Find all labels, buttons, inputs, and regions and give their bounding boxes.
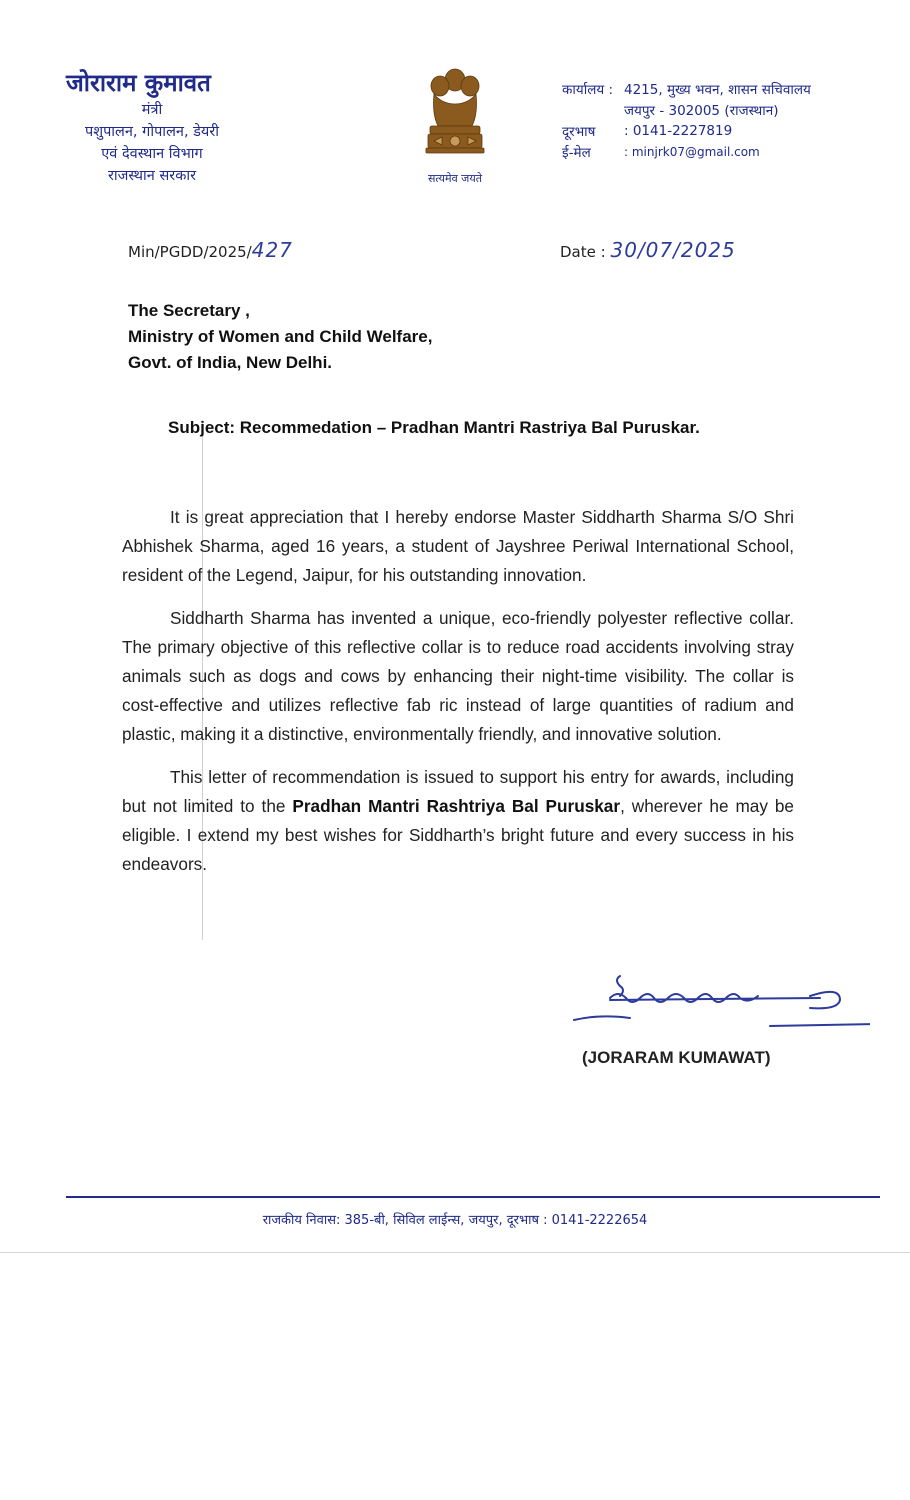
email-row bbox=[562, 141, 862, 162]
award-name: Pradhan Mantri Rashtriya Bal Puruskar bbox=[292, 796, 621, 816]
reference-number bbox=[128, 238, 293, 262]
office-contact-block bbox=[562, 78, 862, 162]
minister-name: जोराराम कुमावत bbox=[66, 68, 211, 97]
office-label: कार्यालय : bbox=[562, 81, 614, 98]
recipient-line-1: The Secretary , bbox=[128, 301, 250, 320]
residence-address-footer: राजकीय निवास: 385-बी, सिविल लाईन्स, जयपुर, दूरभाष : 0141-2222654 bbox=[262, 1213, 648, 1228]
phone-label: दूरभाष bbox=[562, 123, 596, 140]
government-name: राजस्थान सरकार bbox=[107, 168, 197, 184]
reference-prefix: Min/PGDD/2025/ bbox=[128, 243, 252, 261]
signature-stroke-icon bbox=[570, 968, 870, 1038]
office-address-line-2: जयपुर - 302005 (राजस्थान) bbox=[624, 102, 779, 119]
department-line-1: पशुपालन, गोपालन, डेयरी bbox=[84, 124, 220, 140]
email-label: ई-मेल bbox=[562, 144, 591, 161]
letter-date bbox=[560, 238, 736, 262]
office-address-line-1: 4215, मुख्य भवन, शासन सचिवालय bbox=[624, 81, 811, 98]
ashoka-lion-emblem-icon bbox=[420, 64, 490, 169]
recipient-line-2: Ministry of Women and Child Welfare, bbox=[128, 327, 433, 346]
date-label: Date : bbox=[560, 243, 606, 261]
scan-page-edge bbox=[0, 1252, 910, 1253]
recipient-line-3: Govt. of India, New Delhi. bbox=[128, 353, 333, 372]
handwritten-signature bbox=[570, 968, 870, 1038]
letter-subject: Subject: Recommedation – Pradhan Mantri Rastriya Bal Puruskar. bbox=[168, 418, 700, 437]
date-handwritten-value: 30/07/2025 bbox=[610, 238, 736, 262]
reference-handwritten-number: 427 bbox=[251, 238, 293, 262]
footer-divider bbox=[66, 1196, 880, 1198]
minister-designation: मंत्री bbox=[141, 102, 163, 118]
letter-body bbox=[122, 503, 794, 893]
office-address-row bbox=[562, 78, 862, 99]
department-line-2: एवं देवस्थान विभाग bbox=[101, 146, 203, 162]
signatory-name: (JORARAM KUMAWAT) bbox=[582, 1048, 771, 1067]
body-paragraph-3: This letter of recommendation is issued to support his entry for awards, including but not limited to the Pradhan Mantri Rashtriya Bal Puruskar, wherever he may be eligible. I extend my best wishes for Siddharth’s bright future and every success in his endeavors. bbox=[122, 767, 794, 874]
phone-row bbox=[562, 120, 862, 141]
office-address-row-2 bbox=[562, 99, 862, 120]
body-paragraph-1: It is great appreciation that I hereby endorse Master Siddharth Sharma S/O Shri Abhishek Sharma, aged 16 years, a student of Jayshree Periwal International School, resident of the Legend, Jaipur, for his outstanding innovation. bbox=[122, 507, 794, 585]
email-value: : minjrk07@gmail.com bbox=[624, 144, 760, 159]
minister-letterhead bbox=[62, 66, 242, 187]
recipient-address bbox=[128, 298, 432, 376]
phone-value: : 0141-2227819 bbox=[624, 122, 733, 139]
national-emblem bbox=[410, 64, 500, 194]
emblem-motto: सत्यमेव जयते bbox=[427, 172, 482, 185]
body-paragraph-2: Siddharth Sharma has invented a unique, eco-friendly polyester reflective collar. The primary objective of this reflective collar is to reduce road accidents involving stray animals such as dogs and cows by enhancing their night-time visibility. The collar is cost-effective and utilizes reflective fab ric instead of large quantities of radium and plastic, making it a distinctive, environmentally friendly, and innovative solution. bbox=[122, 608, 794, 744]
